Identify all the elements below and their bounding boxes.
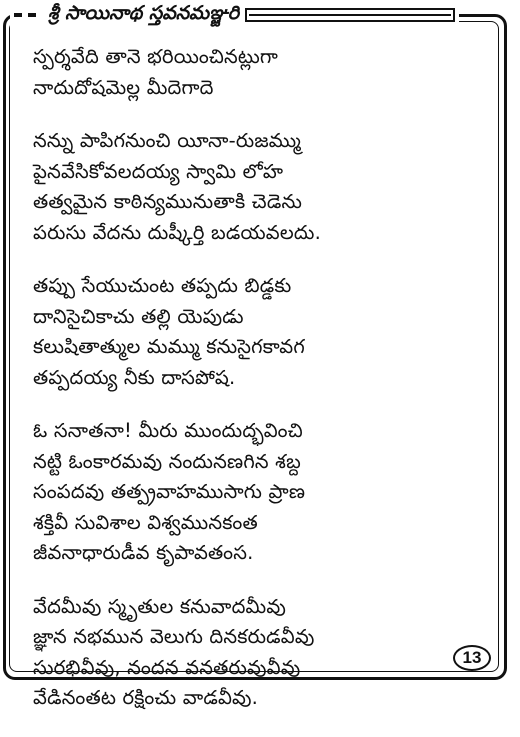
header-ornament-left [14,13,22,17]
poem-line: జ్ఞాన నభమున వెలుగు దినకరుడవీవు [33,625,315,648]
poem-line: తప్పు సేయుచుంట తప్పదు బిడ్డకు [33,274,292,297]
stanza-3 [33,271,493,393]
poem-line: నన్ను పాపిగనుంచి యీనా-రుజమ్ము [33,129,301,152]
poem-line: తప్పదయ్య నీకు దాసపోష. [33,365,236,389]
poem-line: పైనవేసికోవలదయ్య స్వామి లోహ [33,159,284,183]
poem-line: వేడినంతట రక్షించు వాడవీవు. [33,686,259,709]
poem-line: సంపదవు తత్ప్రవాహముసాగు ప్రాణ [33,480,306,503]
poem-line: స్పర్శవేది తానె భరియించినట్లుగా [33,45,279,68]
poem-line: జీవనాధారుడీవ కృపావతంస. [33,541,254,564]
poem-line: తత్వమైన కాఠిన్యమునుతాకి చెడెను [33,190,303,213]
stanza-2 [33,126,493,248]
stanza-5 [33,592,493,714]
page-number-badge [453,645,491,671]
poem-line: సురభివీవు, నందన వనతరువువీవు [33,655,301,679]
poem-line: కలుషితాత్ముల మమ్ము కనుసైగకావగ [33,335,305,358]
header-ornament-left-2 [28,13,36,17]
header-ornament-right [245,8,455,22]
page-header [10,0,459,30]
stanza-4 [33,416,493,569]
poem-line: శక్తివీ సువిశాల విశ్వమునకంత [33,510,258,534]
poem-line: నట్టి ఓంకారమవు నందునణగిన శబ్ద [33,449,301,473]
page-title: శ్రీ సాయినాథ స్తవనమఞ్జరి [48,1,240,24]
page-number: 13 [462,648,482,667]
poem-line: దానిసైచికాచు తల్లి యెపుడు [33,304,244,328]
poem-line: నాదుదోషమెల్ల మీదెగాదె [33,75,214,99]
poem-line: ఓ సనాతనా! మీరు ముందుద్భవించి [33,419,303,442]
poem-line: పరుసు వేదను దుష్కీర్తి బడయవలదు. [33,220,321,244]
stanza-1 [33,42,493,103]
poem-line: వేదమీవు స్మృతుల కనువాదమీవు [33,594,287,618]
poem-body [33,42,493,737]
